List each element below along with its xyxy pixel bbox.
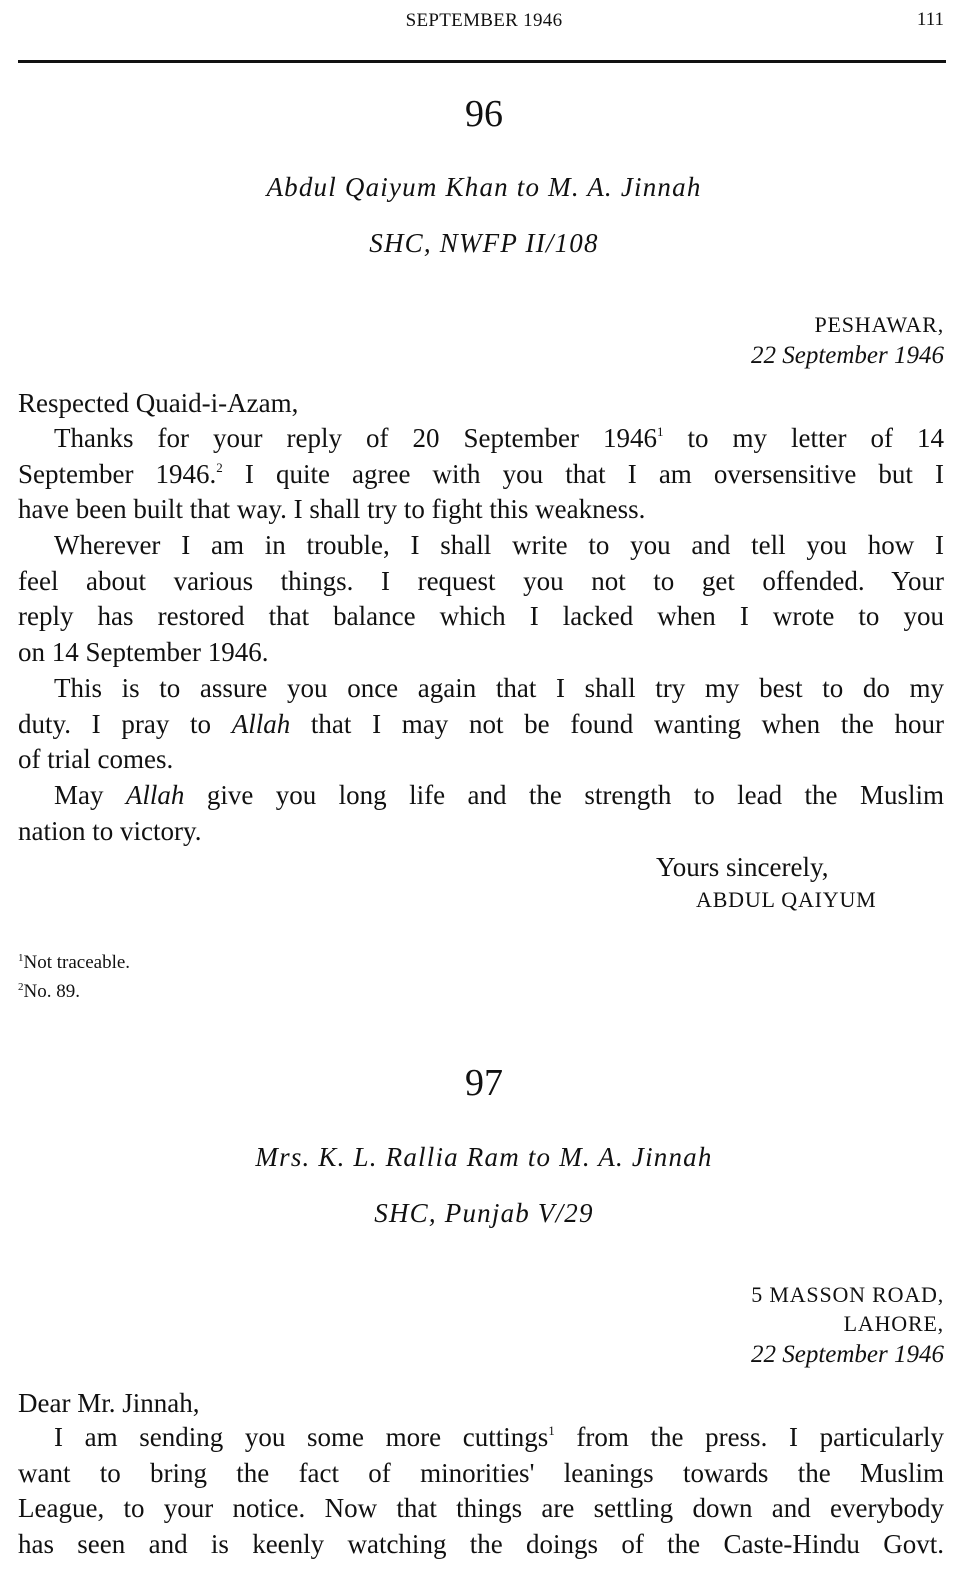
signature-96: ABDUL QAIYUM — [696, 887, 877, 912]
document-source-97: SHC, Punjab V/29 — [374, 1198, 594, 1228]
letter-body-96 — [18, 421, 944, 849]
letter-date-96: 22 September 1946 — [750, 342, 944, 369]
body-line: reply has restored that balance which I lacked when I wrote to you — [18, 601, 944, 632]
body-line: has seen and is keenly watching the doings of the Caste-Hindu Govt. — [18, 1529, 944, 1560]
letter-address-line2-97: LAHORE, — [843, 1311, 944, 1336]
document-title-97: Mrs. K. L. Rallia Ram to M. A. Jinnah — [255, 1142, 713, 1172]
header-rule — [18, 60, 946, 63]
letter-body-97 — [18, 1420, 944, 1563]
body-line: on 14 September 1946. — [18, 637, 269, 668]
document-number-96: 96 — [465, 93, 503, 135]
letter-date-97: 22 September 1946 — [750, 1341, 944, 1368]
footnote-1: $^1$Not traceable. — [18, 952, 131, 973]
body-line: May Allah give you long life and the strength to lead the Muslim — [54, 779, 944, 810]
body-line: have been built that way. I shall try to fight this weakness. — [18, 494, 646, 525]
closing-96: Yours sincerely, — [656, 852, 829, 882]
body-line: of trial comes. — [18, 744, 174, 775]
footnote-ref-1: 1 — [656, 424, 664, 439]
footnote-2: $^2$No. 89. — [18, 981, 80, 1002]
footnote-ref-2: 2 — [216, 459, 223, 475]
salutation-97: Dear Mr. Jinnah, — [18, 1388, 200, 1418]
letter-place-96: PESHAWAR, — [814, 312, 944, 337]
body-line: Wherever I am in trouble, I shall write to you and tell you how I — [54, 530, 944, 561]
body-line: nation to victory. — [18, 815, 202, 846]
body-line: League, to your notice. Now that things are settling down and everybody — [18, 1493, 944, 1524]
letter-address-line1-97: 5 MASSON ROAD, — [751, 1282, 944, 1307]
page-number: 111 — [916, 9, 944, 30]
document-source-96: SHC, NWFP II/108 — [369, 228, 599, 258]
footnote-ref-1: 1 — [548, 1423, 555, 1438]
body-line: feel about various things. I request you not to get offended. Your — [18, 565, 944, 596]
document-number-97: 97 — [465, 1062, 503, 1104]
document-title-96: Abdul Qaiyum Khan to M. A. Jinnah — [266, 172, 702, 202]
running-head: SEPTEMBER 1946 — [405, 10, 563, 31]
salutation-96: Respected Quaid-i-Azam, — [18, 388, 299, 418]
body-line: want to bring the fact of minorities' leanings towards the Muslim — [18, 1457, 944, 1488]
body-line: September 1946.$^2$ I quite agree with you that I am oversensitive but I — [18, 458, 944, 489]
body-line: I am sending you some more cuttings$^1$ from the press. I particularly — [54, 1422, 945, 1452]
body-line: duty. I pray to Allah that I may not be found wanting when the hour — [18, 708, 945, 739]
body-line: Thanks for your reply of 20 September 1946$^1$ to my letter of 14 — [54, 423, 945, 453]
body-line: This is to assure you once again that I shall try my best to do my — [54, 672, 944, 703]
